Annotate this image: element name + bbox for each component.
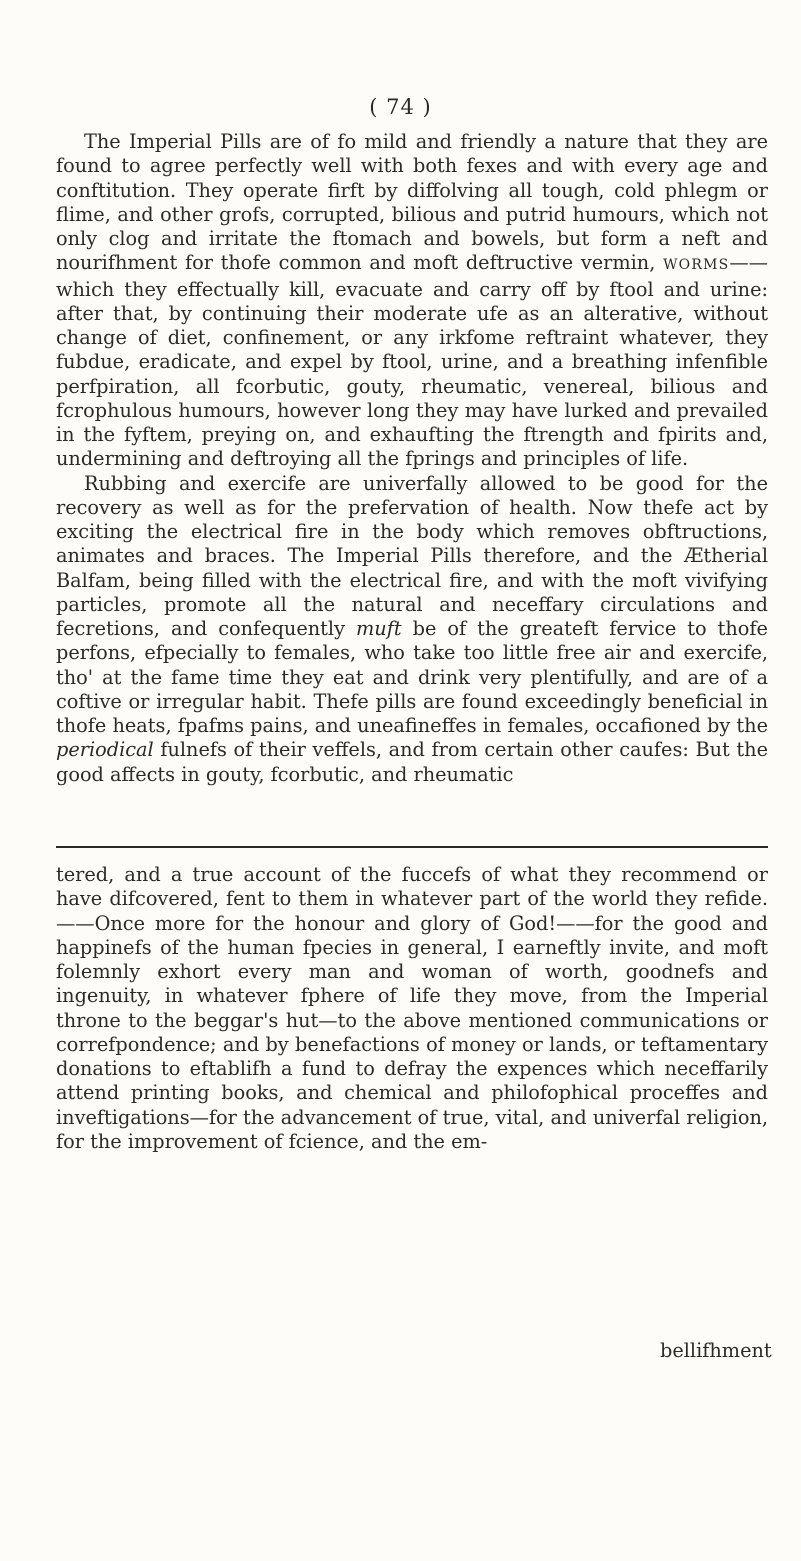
paragraph-text: be of the greateft fervice to thofe perfons, efpecially to females, who take too little free air and exercife, tho' at the fame time they eat and drink very plentifully, and are of a coftive or irregular habit. Thefe pills are found exceedingly beneficial in thofe heats, fpafms pains, and uneafineffes in females, occafioned by the [56, 617, 768, 737]
lower-text-block [56, 863, 768, 1154]
paragraph-text: ——which they effectually kill, evacuate and carry off by ftool and urine: after that, by continuing their moderate ufe as an alterative, without change of diet, confinement, or any irkfome reftraint whatever, they fubdue, eradicate, and expel by ftool, urine, and a breathing infenfible perfpiration, all fcorbutic, gouty, rheumatic, venereal, bilious and fcrophulous humours, however long they may have lurked and prevailed in the fyftem, preying on, and exhaufting the ftrength and fpirits and, undermining and deftroying all the fprings and principles of life. [56, 251, 768, 471]
upper-text-block [56, 130, 768, 787]
paragraph-text: fulnefs of their veffels, and from certain other caufes: But the good affects in gouty, fcorbutic, and rheumatic [56, 738, 768, 786]
italic-word: periodical [56, 738, 154, 762]
page-number: ( 74 ) [369, 95, 432, 119]
section-divider [56, 846, 768, 848]
paragraph-text: The Imperial Pills are of fo mild and friendly a nature that they are found to agree perfectly well with both fexes and with every age and conftitution. They operate firft by diffolving all tough, cold phlegm or flime, and other grofs, corrupted, bilious and putrid humours, which not only clog and irritate the ftomach and bowels, but form a neft and nourifhment for thofe common and moft deftructive vermin, [56, 130, 768, 275]
paragraph-continuation: tered, and a true account of the fuccefs of what they recommend or have difcovered, fent to them in whatever part of the world they refide.——Once more for the honour and glory of God!——for the good and happinefs of the human fpecies in general, I earneftly invite, and moft folemnly exhort every man and woman of worth, goodnefs and ingenuity, in whatever fphere of life they move, from the Imperial throne to the beggar's hut—to the above mentioned communications or correfpondence; and by benefactions of money or lands, or teftamentary donations to eftablifh a fund to defray the expences which neceffarily attend printing books, and chemical and philofophical proceffes and inveftigations—for the advancement of true, vital, and univerfal religion, for the improvement of fcience, and the em- [56, 863, 768, 1153]
paragraph-rubbing-exercise [56, 472, 768, 787]
paragraph-text: Rubbing and exercife are univerfally allowed to be good for the recovery as well as for the prefervation of health. Now thefe act by exciting the electrical fire in the body which removes obftructions, animates and braces. The Imperial Pills therefore, and the Ætherial Balfam, being filled with the electrical fire, and with the moft vivifying particles, promote all the natural and neceffary circulations and fecretions, and confequently [56, 471, 768, 640]
italic-word: muft [356, 617, 402, 640]
paragraph-imperial-pills [56, 130, 768, 472]
small-caps-word: WORMS [663, 257, 730, 274]
catchword: bellifhment [660, 1339, 772, 1362]
